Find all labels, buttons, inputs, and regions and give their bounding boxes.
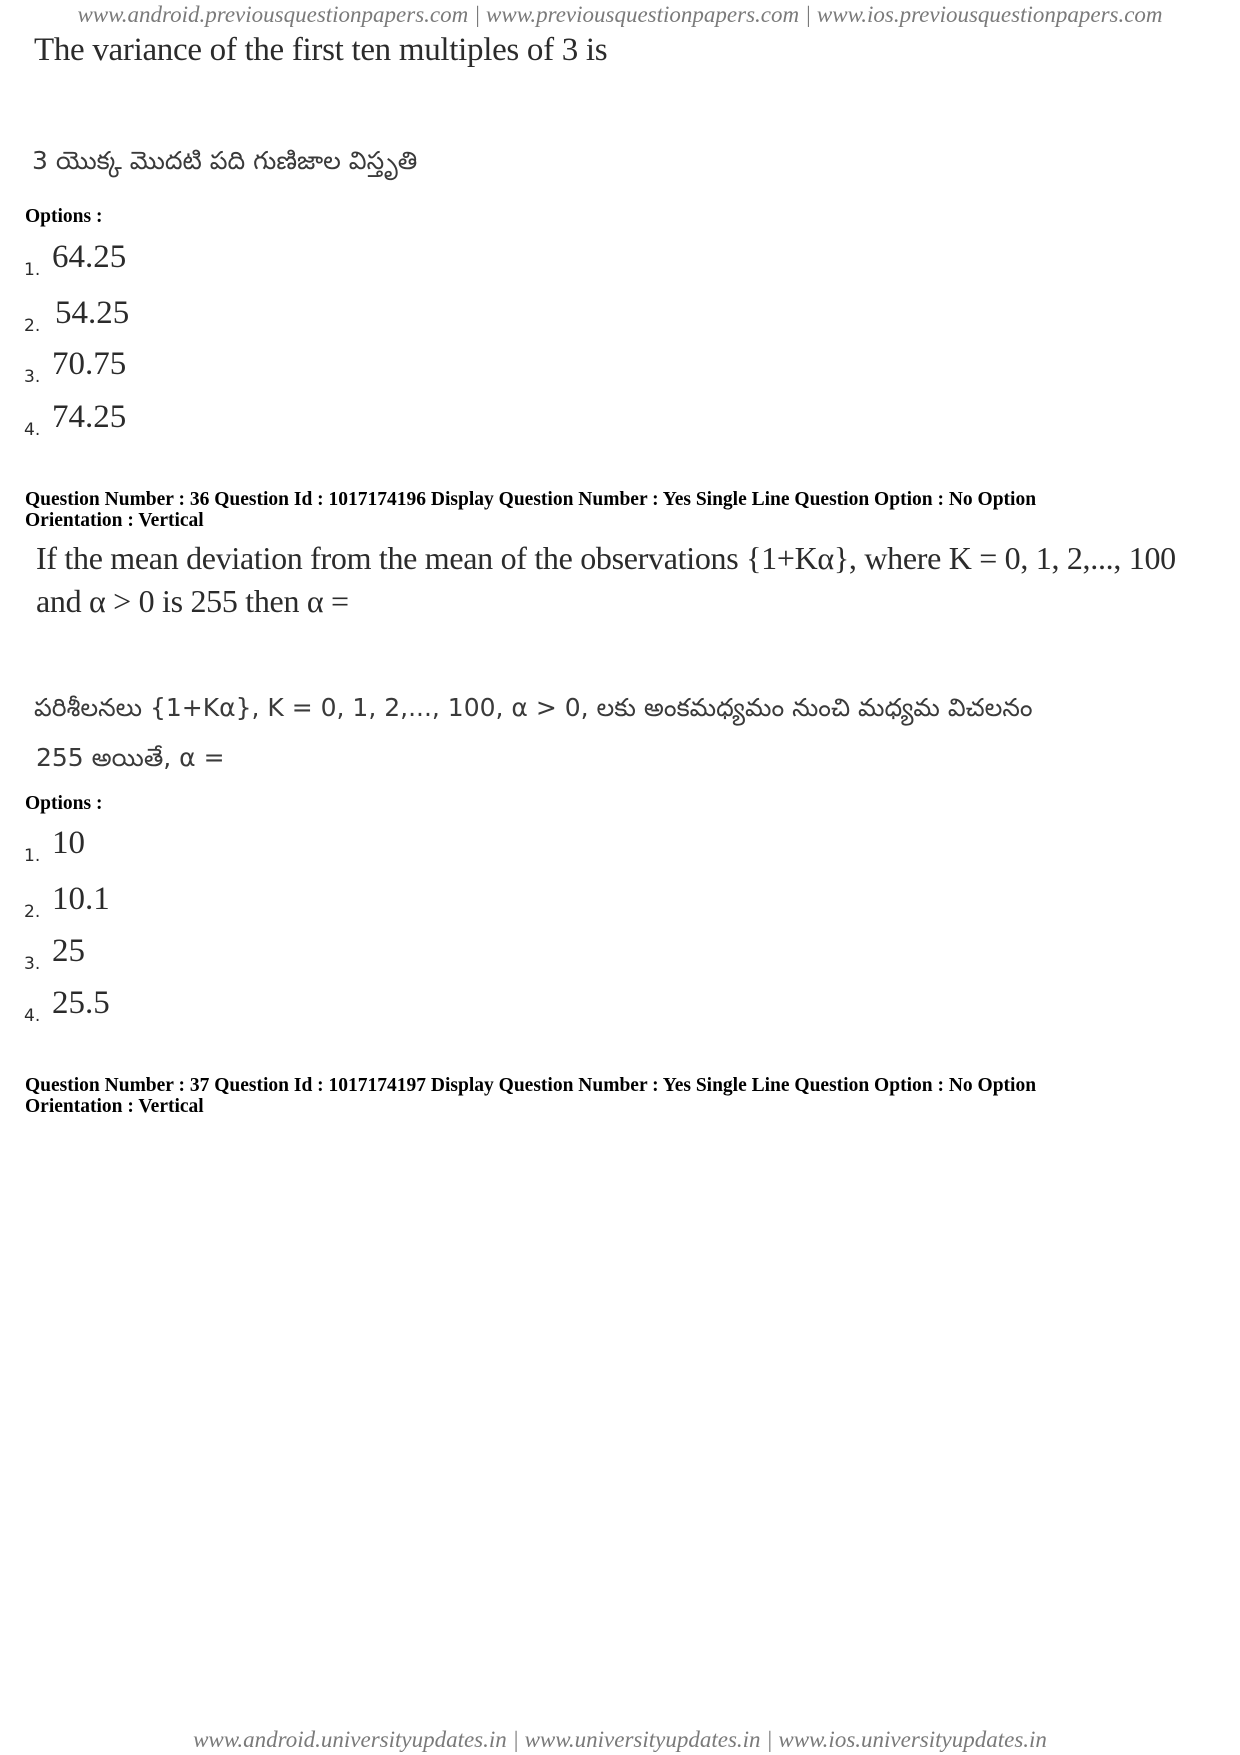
question-36-text-english-line-1: If the mean deviation from the mean of the observations {1+Kα}, where K = 0, 1, 2,..., 100 xyxy=(36,540,1176,576)
option-number: 4. xyxy=(24,420,41,440)
question-36-text-english-line-2: and α > 0 is 255 then α = xyxy=(36,583,349,619)
question-36-text-telugu-line-2: 255 అయితే, α = xyxy=(36,743,225,772)
question-37-metadata-line-2: Orientation : Vertical xyxy=(25,1096,204,1117)
option-value: 10.1 xyxy=(52,881,110,917)
question-35-text-telugu: 3 యొక్క మొదటి పది గుణిజాల విస్తృతి xyxy=(32,146,418,175)
question-35-text-english: The variance of the first ten multiples of 3 is xyxy=(34,32,608,68)
option-number: 3. xyxy=(24,954,41,974)
question-36-metadata-line-2: Orientation : Vertical xyxy=(25,510,204,531)
option-number: 1. xyxy=(24,260,41,280)
question-35-options-label: Options : xyxy=(25,206,103,227)
option-value: 70.75 xyxy=(52,346,127,382)
header-watermark-links: www.android.previousquestionpapers.com | www.previousquestionpapers.com | www.ios.previousquestionpapers.com xyxy=(77,2,1163,27)
option-value: 25 xyxy=(52,933,85,969)
option-number: 2. xyxy=(24,902,41,922)
option-value: 54.25 xyxy=(55,295,130,331)
question-36-options-label: Options : xyxy=(25,793,103,814)
question-37-metadata xyxy=(25,1075,1215,1117)
question-37-metadata-line-1: Question Number : 37 Question Id : 1017174197 Display Question Number : Yes Single Line Question Option : No Option xyxy=(25,1075,1037,1096)
option-number: 4. xyxy=(24,1006,41,1026)
option-value: 64.25 xyxy=(52,239,127,275)
option-number: 3. xyxy=(24,367,41,387)
question-36-metadata xyxy=(25,489,1215,531)
question-36-text-telugu-line-1: పరిశీలనలు {1+Kα}, K = 0, 1, 2,..., 100, α > 0, లకు అంకమధ్యమం నుంచి మధ్యమ విచలనం xyxy=(34,693,1033,722)
footer-watermark-links: www.android.universityupdates.in | www.universityupdates.in | www.ios.universityupdates.in xyxy=(193,1727,1047,1752)
question-36-metadata-line-1: Question Number : 36 Question Id : 1017174196 Display Question Number : Yes Single Line Question Option : No Option xyxy=(25,489,1037,510)
option-value: 25.5 xyxy=(52,985,110,1021)
option-value: 10 xyxy=(52,825,85,861)
option-number: 1. xyxy=(24,846,41,866)
option-value: 74.25 xyxy=(52,399,127,435)
option-number: 2. xyxy=(24,316,41,336)
